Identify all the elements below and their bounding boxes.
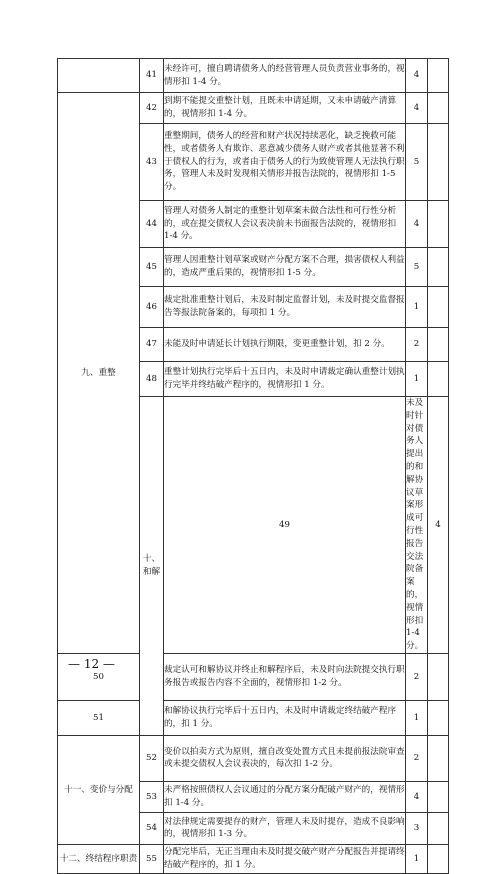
row-number: 53: [140, 781, 164, 812]
rules-table: [57, 58, 449, 874]
row-score: 4: [406, 781, 428, 812]
row-number: 55: [140, 844, 164, 873]
row-description: 分配完毕后，无正当理由未及时提交破产财产分配报告并提请终结破产程序的，扣 1 分。: [164, 844, 406, 873]
section-reorganization: 九、重整: [58, 93, 140, 654]
row-number: 42: [140, 93, 164, 124]
row-description: 未能及时申请延长计划执行期限，变更重整计划，扣 2 分。: [164, 328, 406, 362]
row-score: 4: [406, 93, 428, 124]
row-score: 4: [428, 397, 449, 654]
section-liquidation: 十一、变价与分配: [58, 735, 140, 844]
row-description: 重整计划执行完毕后十五日内，未及时申请裁定确认重整计划执行完毕并终结破产程序的，视情形扣 1 分。: [164, 362, 406, 397]
row-score: 2: [406, 653, 428, 700]
row-number: 48: [140, 362, 164, 397]
row-description: 对法律规定需要提存的财产，管理人未及时提存，造成不良影响的，视情形扣 1-3 分。: [164, 812, 406, 844]
table-row: [58, 93, 449, 124]
row-number: 43: [140, 124, 164, 201]
row-score: 4: [406, 59, 428, 93]
blank-cell: [428, 93, 449, 124]
page-number: — 12 —: [68, 657, 115, 671]
blank-cell: [428, 201, 449, 248]
row-number: 45: [140, 248, 164, 287]
row-number: 50: [58, 653, 140, 700]
row-description: 未及时针对债务人提出的和解协议草案形成可行性报告交法院备案的，视情形扣 1-4 分。: [406, 397, 428, 654]
row-score: 2: [406, 328, 428, 362]
row-score: 5: [406, 248, 428, 287]
row-number: 49: [164, 397, 406, 654]
row-description: 和解协议执行完毕后十五日内，未及时申请裁定终结破产程序的，扣 1 分。: [164, 700, 406, 735]
row-number: 52: [140, 735, 164, 781]
row-number: 54: [140, 812, 164, 844]
row-score: 1: [406, 844, 428, 873]
row-score: 1: [406, 287, 428, 328]
blank-cell: [428, 328, 449, 362]
blank-cell: [428, 844, 449, 873]
row-score: 5: [406, 124, 428, 201]
blank-cell: [428, 735, 449, 781]
row-number: 47: [140, 328, 164, 362]
row-description: 裁定认可和解协议并终止和解程序后，未及时向法院提交执行职务报告或报告内容不全面的，视情形扣 1-2 分。: [164, 653, 406, 700]
table-row: [58, 59, 449, 93]
blank-cell: [428, 362, 449, 397]
blank-cell: [428, 287, 449, 328]
table-row: [58, 735, 449, 781]
blank-cell: [428, 653, 449, 700]
row-description: 到期不能提交重整计划，且既未申请延期，又未申请破产清算的，视情形扣 1-4 分。: [164, 93, 406, 124]
row-description: 裁定批准重整计划后，未及时制定监督计划，未及时提交监督报告等报法院备案的，每项扣 1 分。: [164, 287, 406, 328]
row-description: 管理人因重整计划草案或财产分配方案不合理，损害债权人利益的，造成严重后果的，视情形扣 1-5 分。: [164, 248, 406, 287]
row-score: 3: [406, 812, 428, 844]
row-description: 管理人对债务人制定的重整计划草案未做合法性和可行性分析的，或在提交债权人会议表决前未书面报告法院的，视情形扣 1-4 分。: [164, 201, 406, 248]
row-score: 1: [406, 700, 428, 735]
blank-cell: [428, 248, 449, 287]
blank-cell: [428, 700, 449, 735]
section-cell-empty: [58, 59, 140, 93]
table-row: [58, 844, 449, 873]
row-score: 1: [406, 362, 428, 397]
row-description: 未严格按照债权人会议通过的分配方案分配破产财产的，视情形扣 1-4 分。: [164, 781, 406, 812]
row-number: 46: [140, 287, 164, 328]
table-row: [58, 653, 449, 700]
row-description: 变价以拍卖方式为原则，擅自改变处置方式且未提前报法院审查或未提交债权人会议表决的，每次扣 1-2 分。: [164, 735, 406, 781]
row-number: 41: [140, 59, 164, 93]
row-score: 2: [406, 735, 428, 781]
row-description: 未经许可，擅自聘请债务人的经营管理人员负责营业事务的，视情形扣 1-4 分。: [164, 59, 406, 93]
section-settlement: 十、和解: [140, 397, 164, 736]
section-termination: 十二、终结程序职责: [58, 844, 140, 873]
blank-cell: [428, 812, 449, 844]
row-number: 51: [58, 700, 140, 735]
blank-cell: [428, 781, 449, 812]
table-row: [58, 700, 449, 735]
blank-cell: [428, 124, 449, 201]
row-number: 44: [140, 201, 164, 248]
row-description: 重整期间，债务人的经营和财产状况持续恶化，缺乏挽救可能性，或者债务人有欺诈、恶意减少债务人财产或者其他显著不利于债权人的行为，或者由于债务人的行为致使管理人无法执行职务，管理人未及时发现相关情形并报告法院的，视情形扣 1-5 分。: [164, 124, 406, 201]
blank-cell: [428, 59, 449, 93]
row-score: 4: [406, 201, 428, 248]
